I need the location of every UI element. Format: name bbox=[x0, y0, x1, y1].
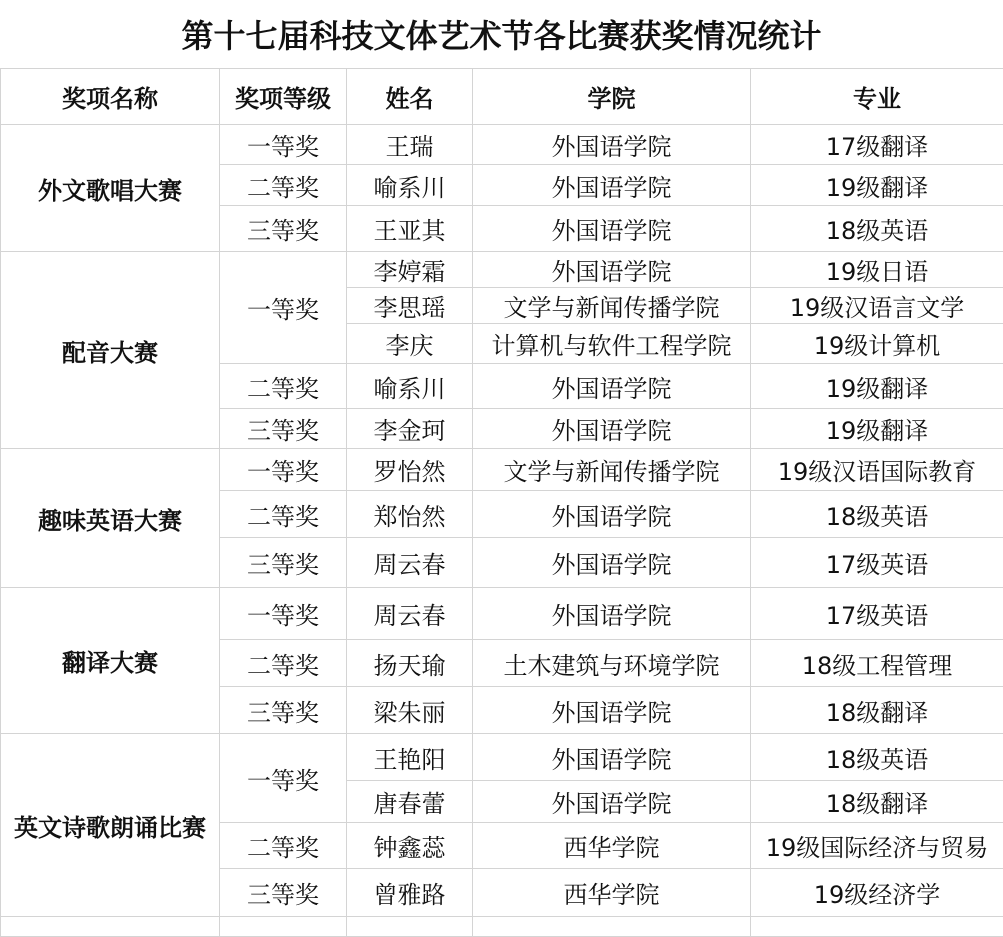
major-cell[interactable]: 19级汉语国际教育 bbox=[751, 449, 1003, 491]
major-cell[interactable]: 18级英语 bbox=[751, 491, 1003, 538]
header-cell-award-name[interactable]: 奖项名称 bbox=[1, 69, 220, 125]
name-cell[interactable]: 王亚其 bbox=[347, 206, 473, 252]
name-cell[interactable]: 周云春 bbox=[347, 588, 473, 640]
level-cell[interactable]: 三等奖 bbox=[220, 869, 347, 917]
college-cell[interactable]: 文学与新闻传播学院 bbox=[473, 288, 751, 324]
table-row bbox=[1, 449, 1003, 491]
major-cell[interactable]: 19级翻译 bbox=[751, 165, 1003, 206]
college-cell[interactable]: 外国语学院 bbox=[473, 687, 751, 734]
name-cell[interactable]: 梁朱丽 bbox=[347, 687, 473, 734]
competition-cell[interactable]: 趣味英语大赛 bbox=[1, 449, 220, 588]
name-cell[interactable]: 王瑞 bbox=[347, 125, 473, 165]
level-cell[interactable]: 一等奖 bbox=[220, 588, 347, 640]
level-cell[interactable]: 一等奖 bbox=[220, 449, 347, 491]
name-cell[interactable]: 王艳阳 bbox=[347, 734, 473, 781]
college-cell[interactable]: 西华学院 bbox=[473, 869, 751, 917]
competition-cell[interactable]: 英文诗歌朗诵比赛 bbox=[1, 734, 220, 917]
major-cell[interactable]: 19级日语 bbox=[751, 252, 1003, 288]
table-row bbox=[1, 252, 1003, 288]
name-cell[interactable]: 周云春 bbox=[347, 538, 473, 588]
major-cell[interactable]: 19级翻译 bbox=[751, 409, 1003, 449]
header-row bbox=[1, 69, 1003, 125]
level-cell[interactable]: 一等奖 bbox=[220, 252, 347, 364]
college-cell[interactable]: 外国语学院 bbox=[473, 125, 751, 165]
major-cell[interactable]: 18级翻译 bbox=[751, 781, 1003, 823]
level-cell[interactable]: 二等奖 bbox=[220, 165, 347, 206]
college-cell[interactable]: 外国语学院 bbox=[473, 491, 751, 538]
college-cell[interactable]: 文学与新闻传播学院 bbox=[473, 449, 751, 491]
level-cell[interactable]: 一等奖 bbox=[220, 734, 347, 823]
major-cell[interactable]: 19级翻译 bbox=[751, 364, 1003, 409]
name-cell[interactable]: 喻系川 bbox=[347, 364, 473, 409]
major-cell[interactable]: 17级英语 bbox=[751, 538, 1003, 588]
name-cell[interactable]: 李婷霜 bbox=[347, 252, 473, 288]
table-row bbox=[1, 125, 1003, 165]
name-cell[interactable]: 李庆 bbox=[347, 324, 473, 364]
name-cell[interactable]: 罗怡然 bbox=[347, 449, 473, 491]
name-cell[interactable]: 曾雅路 bbox=[347, 869, 473, 917]
name-cell[interactable]: 唐春蕾 bbox=[347, 781, 473, 823]
college-cell[interactable]: 土木建筑与环境学院 bbox=[473, 640, 751, 687]
college-cell[interactable]: 外国语学院 bbox=[473, 165, 751, 206]
name-cell[interactable]: 李思瑶 bbox=[347, 288, 473, 324]
name-cell[interactable]: 喻系川 bbox=[347, 165, 473, 206]
major-cell[interactable]: 18级翻译 bbox=[751, 687, 1003, 734]
college-cell[interactable]: 外国语学院 bbox=[473, 588, 751, 640]
level-cell[interactable]: 三等奖 bbox=[220, 687, 347, 734]
sheet-title: 第十七届科技文体艺术节各比赛获奖情况统计 bbox=[0, 0, 1003, 68]
college-cell[interactable]: 外国语学院 bbox=[473, 206, 751, 252]
college-cell[interactable]: 外国语学院 bbox=[473, 409, 751, 449]
major-cell[interactable]: 17级英语 bbox=[751, 588, 1003, 640]
college-cell[interactable]: 外国语学院 bbox=[473, 734, 751, 781]
header-cell-award-level[interactable]: 奖项等级 bbox=[220, 69, 347, 125]
name-cell[interactable]: 李金珂 bbox=[347, 409, 473, 449]
level-cell[interactable]: 三等奖 bbox=[220, 538, 347, 588]
name-cell[interactable]: 钟鑫蕊 bbox=[347, 823, 473, 869]
level-cell[interactable]: 三等奖 bbox=[220, 409, 347, 449]
major-cell[interactable]: 17级翻译 bbox=[751, 125, 1003, 165]
major-cell[interactable]: 19级国际经济与贸易 bbox=[751, 823, 1003, 869]
level-cell[interactable]: 一等奖 bbox=[220, 125, 347, 165]
table-row bbox=[1, 588, 1003, 640]
major-cell[interactable]: 18级英语 bbox=[751, 734, 1003, 781]
level-cell[interactable]: 三等奖 bbox=[220, 206, 347, 252]
major-cell[interactable]: 18级英语 bbox=[751, 206, 1003, 252]
competition-cell[interactable]: 翻译大赛 bbox=[1, 588, 220, 734]
competition-cell[interactable]: 配音大赛 bbox=[1, 252, 220, 449]
college-cell[interactable]: 计算机与软件工程学院 bbox=[473, 324, 751, 364]
college-cell[interactable]: 西华学院 bbox=[473, 823, 751, 869]
major-cell[interactable]: 18级工程管理 bbox=[751, 640, 1003, 687]
major-cell[interactable]: 19级计算机 bbox=[751, 324, 1003, 364]
awards-table bbox=[0, 68, 1003, 937]
header-cell-college[interactable]: 学院 bbox=[473, 69, 751, 125]
college-cell[interactable]: 外国语学院 bbox=[473, 781, 751, 823]
college-cell[interactable]: 外国语学院 bbox=[473, 364, 751, 409]
major-cell[interactable]: 19级经济学 bbox=[751, 869, 1003, 917]
name-cell[interactable]: 扬天瑜 bbox=[347, 640, 473, 687]
level-cell[interactable]: 二等奖 bbox=[220, 823, 347, 869]
header-cell-major[interactable]: 专业 bbox=[751, 69, 1003, 125]
college-cell[interactable]: 外国语学院 bbox=[473, 538, 751, 588]
major-cell[interactable]: 19级汉语言文学 bbox=[751, 288, 1003, 324]
level-cell[interactable]: 二等奖 bbox=[220, 491, 347, 538]
level-cell[interactable]: 二等奖 bbox=[220, 364, 347, 409]
name-cell[interactable]: 郑怡然 bbox=[347, 491, 473, 538]
level-cell[interactable]: 二等奖 bbox=[220, 640, 347, 687]
header-cell-name[interactable]: 姓名 bbox=[347, 69, 473, 125]
competition-cell[interactable]: 外文歌唱大赛 bbox=[1, 125, 220, 252]
college-cell[interactable]: 外国语学院 bbox=[473, 252, 751, 288]
table-row bbox=[1, 734, 1003, 781]
